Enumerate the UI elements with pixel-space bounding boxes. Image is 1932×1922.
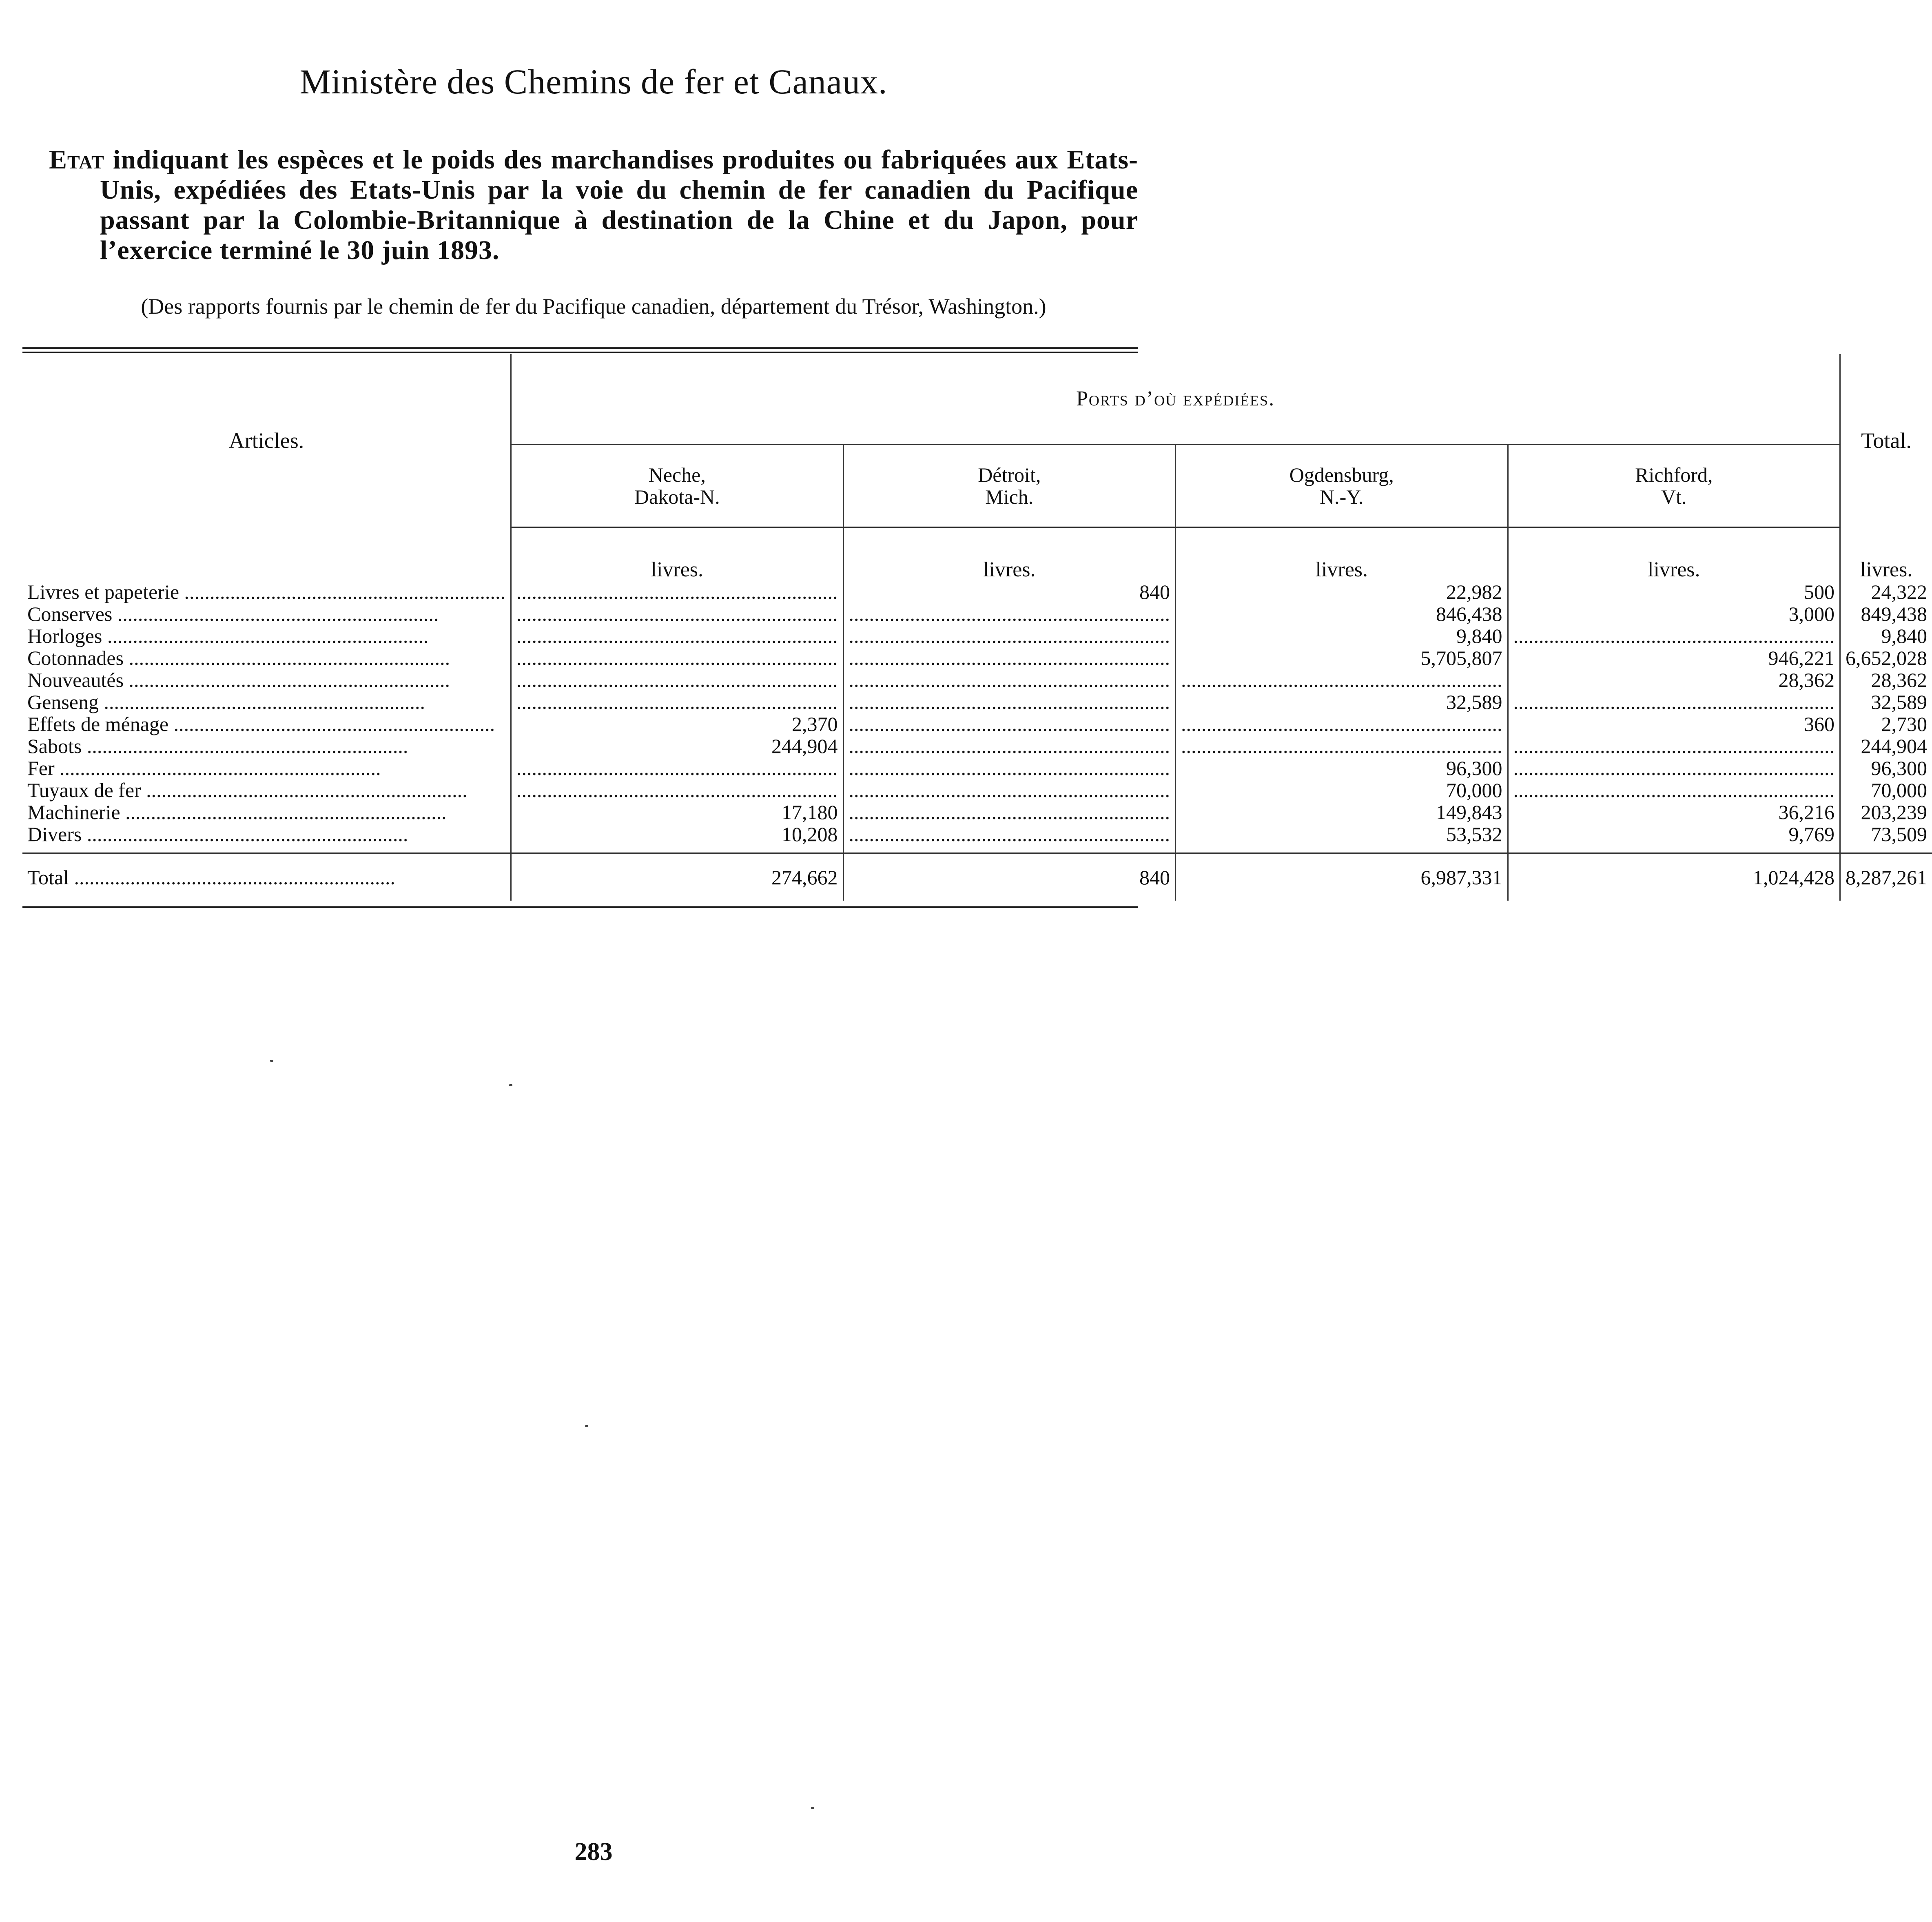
cell-richford <box>1508 779 1840 801</box>
table-row <box>22 691 1932 713</box>
total-row-label: Total ..... <box>22 853 511 901</box>
page-number: 283 <box>574 1838 613 1866</box>
cell-neche <box>511 603 844 625</box>
unit-label: livres. <box>1840 527 1932 581</box>
total-ogdensburg: 6,987,331 <box>1176 853 1508 901</box>
cell-total: 849,438 <box>1840 603 1932 625</box>
total-richford: 1,024,428 <box>1508 853 1840 901</box>
total-detroit: 840 <box>843 853 1176 901</box>
table-row <box>22 801 1932 823</box>
table-row <box>22 713 1932 735</box>
cell-total: 203,239 <box>1840 801 1932 823</box>
table-body <box>22 527 1932 853</box>
cell-detroit <box>843 823 1176 853</box>
cell-ogdensburg: 9,840 <box>1176 625 1508 647</box>
table-row <box>22 581 1932 603</box>
cell-ogdensburg: 96,300 <box>1176 757 1508 779</box>
cell-total: 24,322 <box>1840 581 1932 603</box>
articles-header: Articles. <box>228 428 304 453</box>
table-row <box>22 757 1932 779</box>
intro-text: indiquant les espèces et le poids des marchandises produites ou fabriquées aux Etats-Unis, expédiées des Etats-Unis par la voie du chemin de fer canadien du Pacifique passant par la Colombie-Britannique à destination de la Chine et du Japon, pour l’exercice terminé le 30 juin 1893. <box>100 145 1138 265</box>
column-header-neche: Neche, Dakota-N. <box>511 445 844 527</box>
total-row <box>22 853 1932 901</box>
article-label: Nouveautés ..... <box>22 669 511 691</box>
cell-ogdensburg: 846,438 <box>1176 603 1508 625</box>
cell-neche <box>511 647 844 669</box>
paper-speck <box>585 1425 588 1427</box>
cell-detroit <box>843 603 1176 625</box>
column-header-detroit: Détroit, Mich. <box>843 445 1176 527</box>
cell-total: 9,840 <box>1840 625 1932 647</box>
column-header-ogdensburg: Ogdensburg, N.-Y. <box>1176 445 1508 527</box>
cell-richford <box>1508 735 1840 757</box>
table-row <box>22 779 1932 801</box>
table-top-rule <box>22 347 1138 349</box>
cell-neche: 17,180 <box>511 801 844 823</box>
cell-ogdensburg: 32,589 <box>1176 691 1508 713</box>
cell-richford <box>1508 757 1840 779</box>
table-row <box>22 669 1932 691</box>
table-bottom-rule <box>22 906 1138 908</box>
article-label: Machinerie ..... <box>22 801 511 823</box>
cell-neche <box>511 757 844 779</box>
total-neche: 274,662 <box>511 853 844 901</box>
article-label: Tuyaux de fer ..... <box>22 779 511 801</box>
paper-speck <box>811 1807 814 1809</box>
article-label: Fer ..... <box>22 757 511 779</box>
cell-richford: 500 <box>1508 581 1840 603</box>
article-label: Conserves ..... <box>22 603 511 625</box>
paper-speck <box>270 1060 273 1062</box>
cell-detroit: 840 <box>843 581 1176 603</box>
cell-neche: 244,904 <box>511 735 844 757</box>
cell-detroit <box>843 735 1176 757</box>
cell-detroit <box>843 757 1176 779</box>
unit-label: livres. <box>843 527 1176 581</box>
unit-label: livres. <box>511 527 844 581</box>
article-label: Effets de ménage ..... <box>22 713 511 735</box>
total-header: Total. <box>1840 354 1932 527</box>
article-label: Livres et papeterie ..... <box>22 581 511 603</box>
table-row <box>22 823 1932 853</box>
cell-neche <box>511 581 844 603</box>
unit-row <box>22 527 1932 581</box>
cell-ogdensburg: 53,532 <box>1176 823 1508 853</box>
cell-total: 96,300 <box>1840 757 1932 779</box>
cell-neche <box>511 779 844 801</box>
table-row <box>22 603 1932 625</box>
intro-lead-word: Etat <box>49 145 104 175</box>
cell-detroit <box>843 801 1176 823</box>
table-row <box>22 625 1932 647</box>
cell-richford: 9,769 <box>1508 823 1840 853</box>
source-note: (Des rapports fournis par le chemin de fer du Pacifique canadien, département du Trésor, Washington.) <box>141 294 1046 319</box>
article-label: Sabots ..... <box>22 735 511 757</box>
page-title: Ministère des Chemins de fer et Canaux. <box>299 62 888 101</box>
article-label: Cotonnades ..... <box>22 647 511 669</box>
total-grand: 8,287,261 <box>1840 853 1932 901</box>
cell-neche: 10,208 <box>511 823 844 853</box>
cell-total: 244,904 <box>1840 735 1932 757</box>
cell-detroit <box>843 625 1176 647</box>
cell-total: 32,589 <box>1840 691 1932 713</box>
cell-total: 2,730 <box>1840 713 1932 735</box>
cell-richford: 36,216 <box>1508 801 1840 823</box>
cell-richford <box>1508 625 1840 647</box>
column-header-richford: Richford, Vt. <box>1508 445 1840 527</box>
cell-richford: 946,221 <box>1508 647 1840 669</box>
article-label: Divers ..... <box>22 823 511 853</box>
cell-richford: 360 <box>1508 713 1840 735</box>
shipments-table <box>22 354 1932 901</box>
cell-ogdensburg <box>1176 713 1508 735</box>
cell-ogdensburg <box>1176 669 1508 691</box>
cell-total: 70,000 <box>1840 779 1932 801</box>
cell-neche: 2,370 <box>511 713 844 735</box>
cell-total: 6,652,028 <box>1840 647 1932 669</box>
unit-label: livres. <box>1176 527 1508 581</box>
cell-neche <box>511 691 844 713</box>
cell-richford <box>1508 691 1840 713</box>
cell-richford: 28,362 <box>1508 669 1840 691</box>
ports-header: Ports d’où expédiées. <box>511 354 1840 445</box>
cell-total: 28,362 <box>1840 669 1932 691</box>
cell-ogdensburg <box>1176 735 1508 757</box>
cell-detroit <box>843 647 1176 669</box>
cell-richford: 3,000 <box>1508 603 1840 625</box>
article-label: Genseng ..... <box>22 691 511 713</box>
cell-ogdensburg: 22,982 <box>1176 581 1508 603</box>
table-top-rule-thin <box>22 352 1138 353</box>
cell-ogdensburg: 149,843 <box>1176 801 1508 823</box>
intro-paragraph <box>49 145 1138 266</box>
table-row <box>22 647 1932 669</box>
cell-detroit <box>843 713 1176 735</box>
paper-speck <box>509 1084 512 1086</box>
cell-detroit <box>843 691 1176 713</box>
cell-ogdensburg: 5,705,807 <box>1176 647 1508 669</box>
cell-detroit <box>843 669 1176 691</box>
cell-neche <box>511 669 844 691</box>
cell-total: 73,509 <box>1840 823 1932 853</box>
cell-ogdensburg: 70,000 <box>1176 779 1508 801</box>
unit-label: livres. <box>1508 527 1840 581</box>
cell-neche <box>511 625 844 647</box>
article-label: Horloges ..... <box>22 625 511 647</box>
cell-detroit <box>843 779 1176 801</box>
table-row <box>22 735 1932 757</box>
